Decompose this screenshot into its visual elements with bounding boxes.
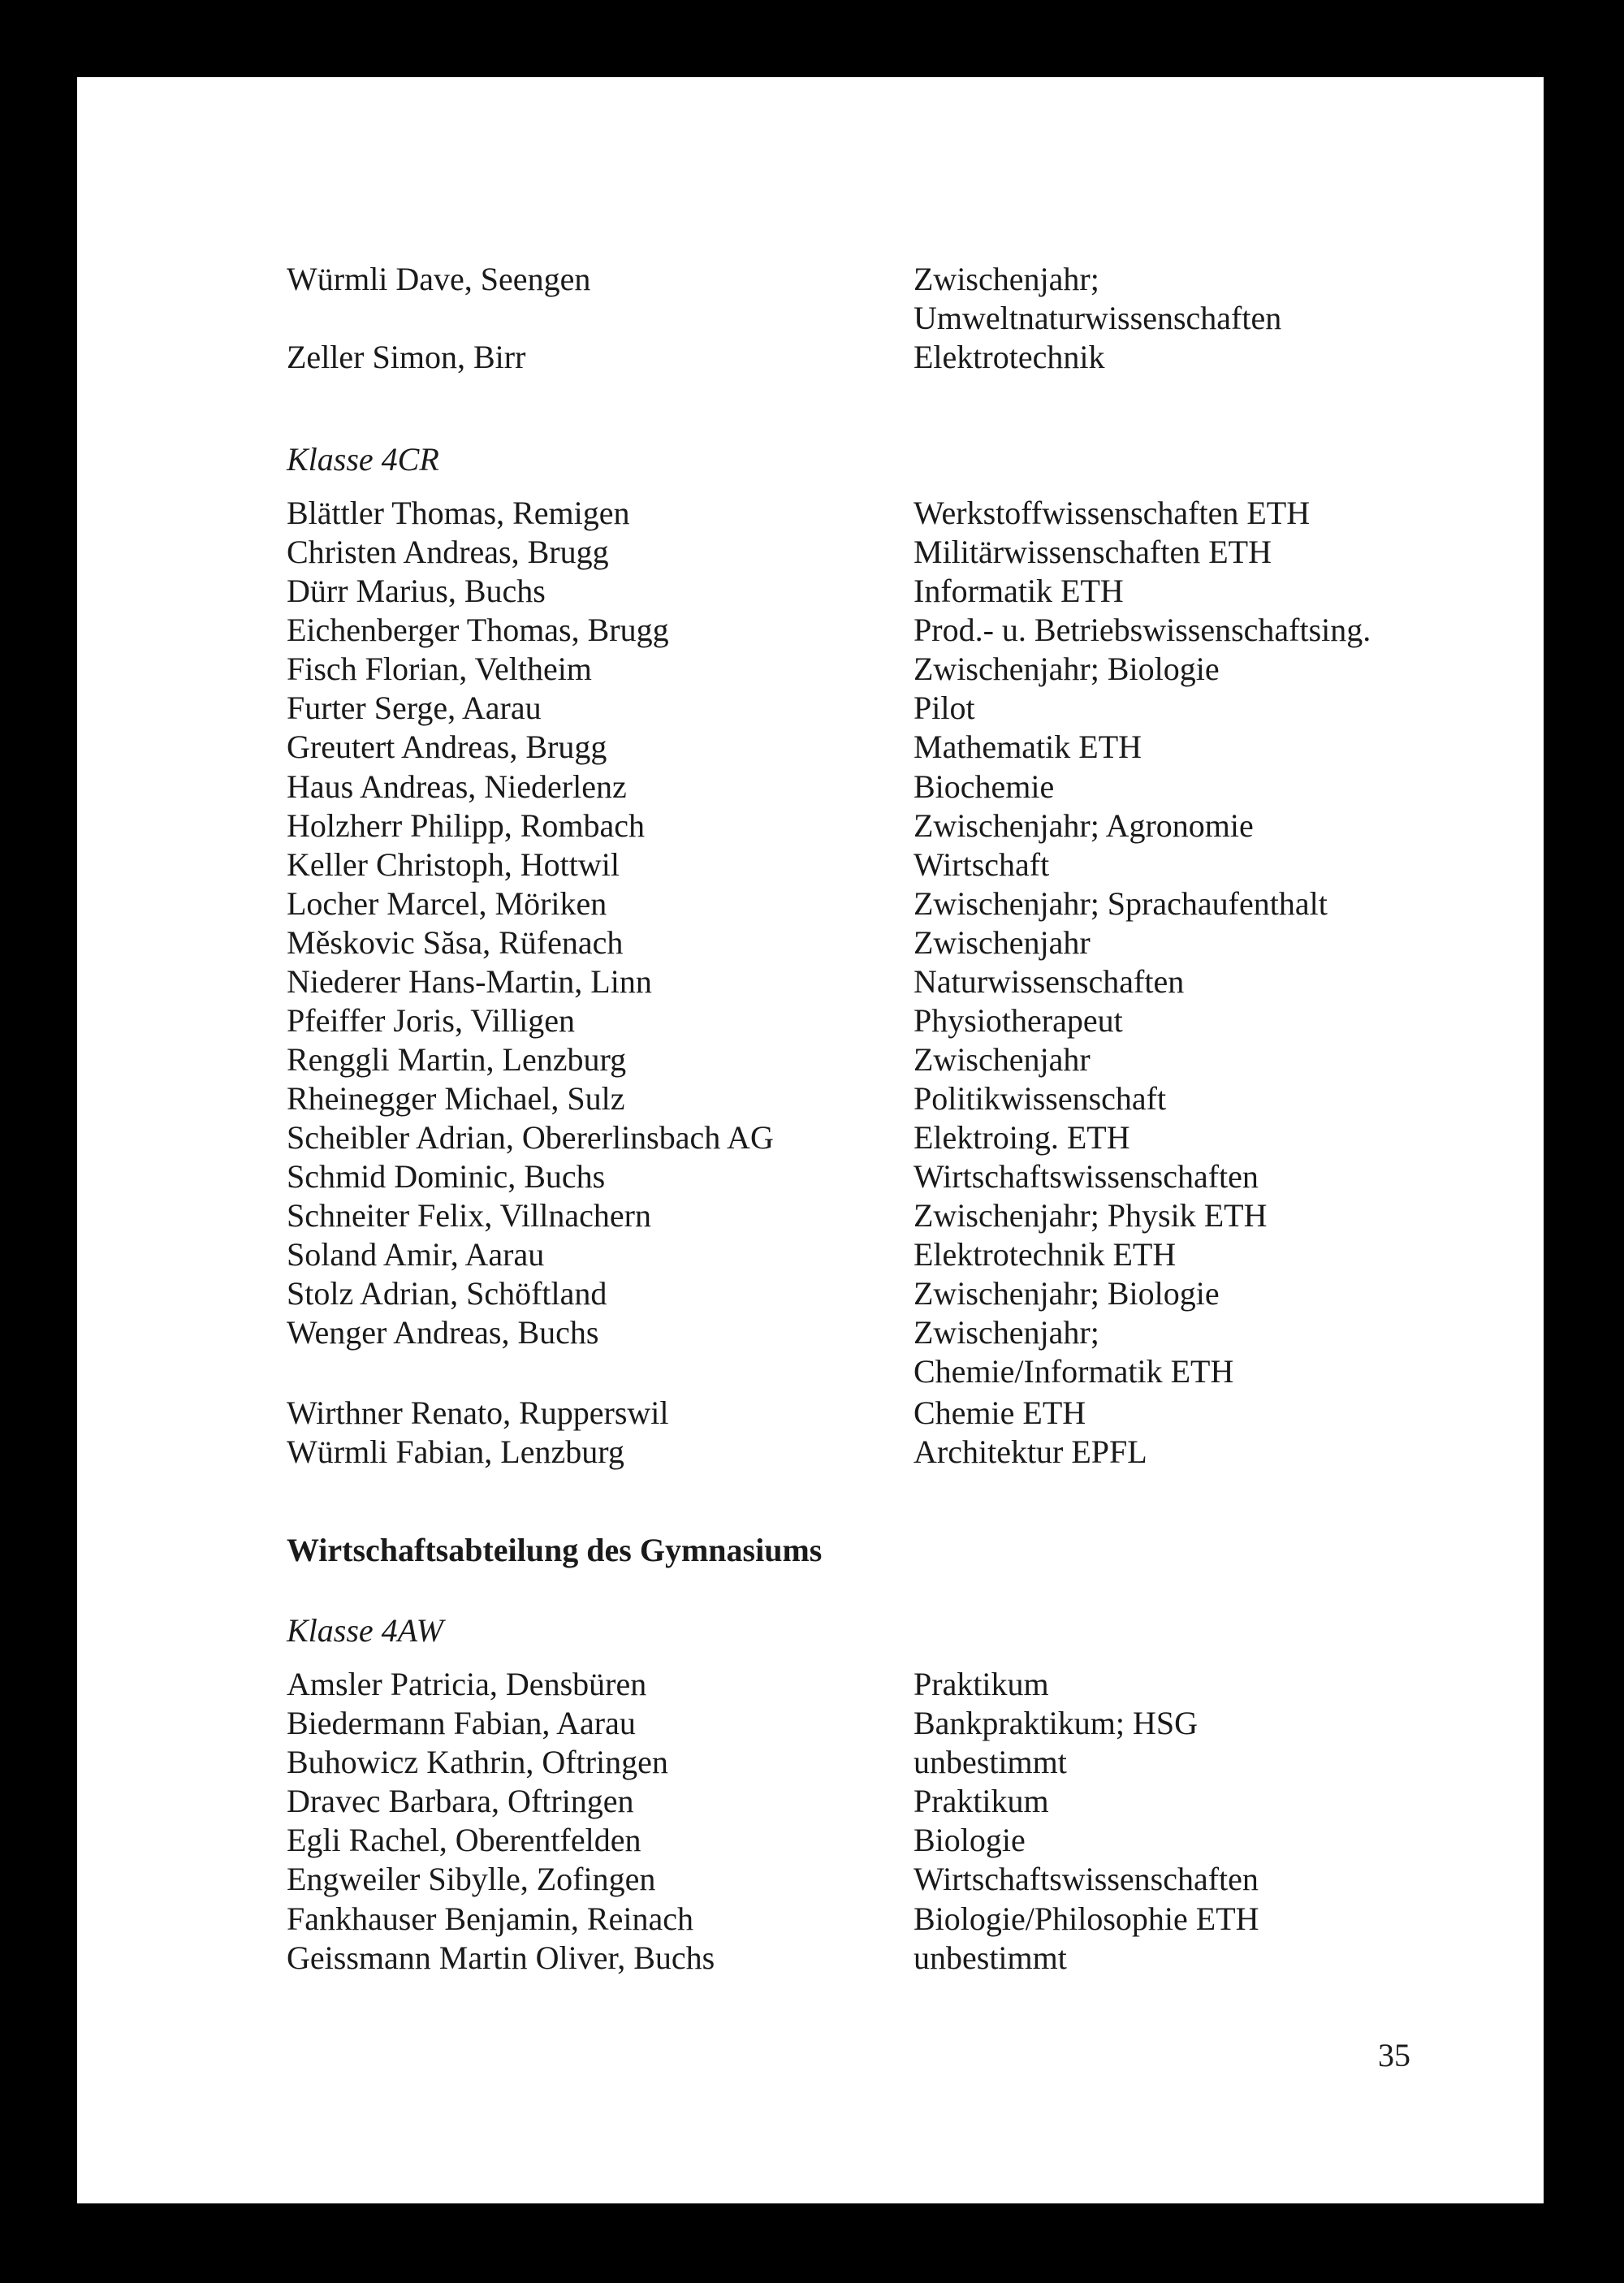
destination: Zwischenjahr (914, 1041, 1091, 1078)
list-row (287, 1313, 1505, 1352)
destination: unbestimmt (914, 1744, 1067, 1780)
destination: Biologie/Philosophie ETH (914, 1900, 1259, 1937)
student-name: Keller Christoph, Hottwil (287, 846, 620, 883)
destination: Praktikum (914, 1783, 1049, 1819)
list-row (287, 1196, 1505, 1235)
destination: Chemie/Informatik ETH (914, 1353, 1234, 1390)
list-row (287, 1079, 1505, 1118)
destination: Mathematik ETH (914, 729, 1142, 765)
list-row (287, 1821, 1505, 1860)
list-row (287, 1274, 1505, 1313)
list-row (287, 962, 1505, 1001)
student-name: Schmid Dominic, Buchs (287, 1158, 606, 1195)
destination: Militärwissenschaften ETH (914, 534, 1272, 570)
list-row (287, 299, 1505, 338)
student-name: Haus Andreas, Niederlenz (287, 768, 627, 805)
list-row (287, 1001, 1505, 1040)
list-row (287, 494, 1505, 533)
student-name: Biedermann Fabian, Aarau (287, 1705, 636, 1741)
list-row (287, 650, 1505, 689)
destination: Prod.- u. Betriebswissenschaftsing. (914, 612, 1371, 648)
list-row (287, 1939, 1505, 1978)
destination: Zwischenjahr; Physik ETH (914, 1197, 1268, 1234)
class-heading-4cr: Klasse 4CR (287, 441, 439, 478)
list-row (287, 923, 1505, 962)
list-row (287, 611, 1505, 650)
destination: Zwischenjahr; (914, 1314, 1099, 1351)
student-name: Soland Amir, Aarau (287, 1236, 545, 1273)
destination: Biologie (914, 1822, 1026, 1858)
student-name: Stolz Adrian, Schöftland (287, 1275, 607, 1312)
student-name: Blättler Thomas, Remigen (287, 495, 630, 531)
destination: Wirtschaft (914, 846, 1050, 883)
student-name: Wenger Andreas, Buchs (287, 1314, 599, 1351)
section-heading: Wirtschaftsabteilung des Gymnasiums (287, 1532, 823, 1568)
student-name: Fisch Florian, Veltheim (287, 651, 592, 687)
student-name: Scheibler Adrian, Obererlinsbach AG (287, 1119, 774, 1156)
student-name: Locher Marcel, Möriken (287, 885, 607, 922)
student-name: Engweiler Sibylle, Zofingen (287, 1861, 656, 1897)
destination: Pilot (914, 690, 975, 726)
student-name: Furter Serge, Aarau (287, 690, 542, 726)
student-name: Dravec Barbara, Oftringen (287, 1783, 634, 1819)
student-name: Schneiter Felix, Villnachern (287, 1197, 651, 1234)
student-name: Niederer Hans-Martin, Linn (287, 963, 652, 1000)
destination: Zwischenjahr; Biologie (914, 651, 1220, 687)
destination: Zwischenjahr; Agronomie (914, 807, 1254, 844)
student-name: Měskovic Săsa, Rüfenach (287, 924, 624, 961)
destination: Zwischenjahr (914, 924, 1091, 961)
list-row (287, 767, 1505, 806)
student-name: Geissmann Martin Oliver, Buchs (287, 1939, 715, 1976)
destination: Naturwissenschaften (914, 963, 1185, 1000)
list-row (287, 806, 1505, 845)
student-name: Würmli Fabian, Lenzburg (287, 1433, 624, 1470)
student-name: Buhowicz Kathrin, Oftringen (287, 1744, 668, 1780)
list-row (287, 1782, 1505, 1821)
list-row (287, 1743, 1505, 1782)
list-row (287, 1235, 1505, 1274)
destination: Bankpraktikum; HSG (914, 1705, 1198, 1741)
destination: Politikwissenschaft (914, 1080, 1167, 1117)
list-row (287, 1900, 1505, 1939)
student-name: Wirthner Renato, Rupperswil (287, 1394, 669, 1431)
list-row (287, 884, 1505, 923)
student-name: Egli Rachel, Oberentfelden (287, 1822, 641, 1858)
destination: Zwischenjahr; Biologie (914, 1275, 1220, 1312)
student-name: Greutert Andreas, Brugg (287, 729, 607, 765)
destination: Elektrotechnik ETH (914, 1236, 1177, 1273)
destination: Praktikum (914, 1666, 1049, 1702)
list-row (287, 1665, 1505, 1704)
list-row (287, 728, 1505, 767)
student-name: Fankhauser Benjamin, Reinach (287, 1900, 693, 1937)
list-row (287, 533, 1505, 572)
list-row (287, 1157, 1505, 1196)
student-name: Holzherr Philipp, Rombach (287, 807, 646, 844)
list-row (287, 1118, 1505, 1157)
student-name: Christen Andreas, Brugg (287, 534, 609, 570)
destination: Architektur EPFL (914, 1433, 1147, 1470)
destination: Zwischenjahr; Sprachaufenthalt (914, 885, 1328, 922)
student-name: Dürr Marius, Buchs (287, 573, 546, 609)
destination: Zwischenjahr; (914, 261, 1099, 297)
student-name: Renggli Martin, Lenzburg (287, 1041, 627, 1078)
list-row (287, 1352, 1505, 1391)
student-name: Rheinegger Michael, Sulz (287, 1080, 625, 1117)
list-row (287, 260, 1505, 299)
destination: Biochemie (914, 768, 1055, 805)
class-heading-4aw: Klasse 4AW (287, 1612, 443, 1649)
list-row (287, 1040, 1505, 1079)
destination: Werkstoffwissenschaften ETH (914, 495, 1311, 531)
list-row (287, 689, 1505, 728)
list-row (287, 1394, 1505, 1433)
destination: unbestimmt (914, 1939, 1067, 1976)
page-number: 35 (1378, 2037, 1410, 2073)
document-page (77, 77, 1544, 2203)
student-name: Zeller Simon, Birr (287, 339, 526, 375)
destination: Elektroing. ETH (914, 1119, 1130, 1156)
student-name: Pfeiffer Joris, Villigen (287, 1002, 575, 1039)
destination: Wirtschaftswissenschaften (914, 1158, 1259, 1195)
destination: Physiotherapeut (914, 1002, 1123, 1039)
list-row (287, 845, 1505, 884)
destination: Elektrotechnik (914, 339, 1105, 375)
list-row (287, 1704, 1505, 1743)
list-row (287, 338, 1505, 377)
list-row (287, 572, 1505, 611)
student-name: Amsler Patricia, Densbüren (287, 1666, 647, 1702)
destination: Umweltnaturwissenschaften (914, 300, 1282, 336)
student-name: Eichenberger Thomas, Brugg (287, 612, 669, 648)
list-row (287, 1860, 1505, 1899)
list-row (287, 1433, 1505, 1472)
destination: Informatik ETH (914, 573, 1124, 609)
destination: Chemie ETH (914, 1394, 1086, 1431)
destination: Wirtschaftswissenschaften (914, 1861, 1259, 1897)
student-name: Würmli Dave, Seengen (287, 261, 591, 297)
